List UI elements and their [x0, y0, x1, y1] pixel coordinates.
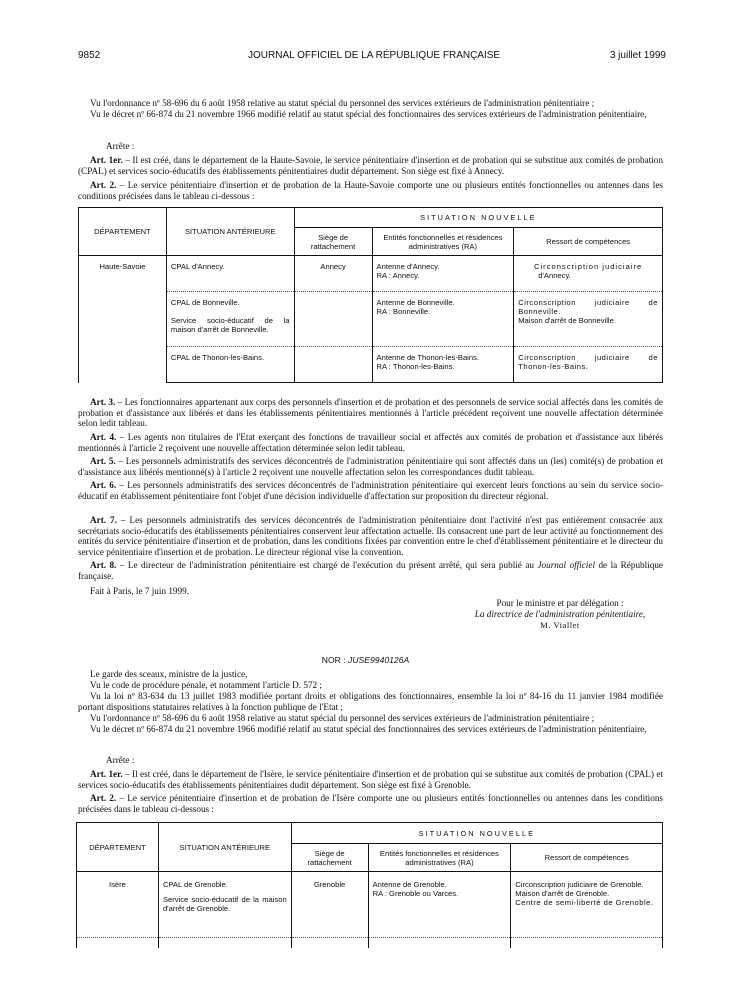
decree2-article-1: [78, 769, 663, 790]
article-2: [78, 180, 663, 201]
visa-ordonnance: Vu l'ordonnance nº 58-696 du 6 août 1958 relative au statut spécial du personnel des services extérieurs de l'administration pénitentiaire ;: [90, 98, 595, 108]
ra-line: RA : Grenoble ou Varces.: [372, 889, 459, 898]
ressort-line: Circonscription judiciaire de Bonneville.: [518, 298, 658, 316]
ra-line: RA : Thonon-les-Bains.: [376, 362, 455, 371]
article-8-text-end: de la République française.: [78, 560, 663, 581]
article-7-label: Art. 7.: [90, 515, 117, 525]
table-row: [79, 292, 663, 347]
ressort-line: Centre de semi-liberté de Grenoble.: [515, 898, 654, 907]
anterieure-line: Service socio-éducatif de la maison d'arrêt de Grenoble.: [162, 895, 287, 913]
article-2-label: Art. 2.: [90, 180, 117, 190]
decree2-visa-3: Vu l'ordonnance nº 58-696 du 6 août 1958 relative au statut spécial du personnel des services extérieurs de l'administration pénitentiaire ;: [90, 713, 595, 723]
signature-name: M. Viallet: [540, 620, 580, 630]
ressort-line: Circonscription judiciaire de Thonon-les-Bains.: [518, 353, 658, 371]
journal-title: JOURNAL OFFICIEL DE LA RÉPUBLIQUE FRANÇAISE: [248, 50, 501, 61]
col-situation-anterieure: SITUATION ANTÉRIEURE: [166, 208, 294, 256]
departement-cell: Isère: [77, 872, 159, 938]
anterieure-line: CPAL d'Annecy.: [170, 262, 225, 271]
nor-label: NOR :: [321, 655, 349, 665]
article-5-label: Art. 5.: [90, 456, 116, 466]
decree2-article-1-label: Art. 1er.: [90, 769, 123, 779]
journal-officiel-ref: Journal officiel: [537, 560, 595, 570]
article-8-text: – Le directeur de l'administration pénitentiaire est chargé de l'exécution du présent arrêté, qui sera publié au: [116, 560, 538, 570]
article-8-label: Art. 8.: [90, 560, 117, 570]
article-5-text: – Les personnels administratifs des services déconcentrés de l'administration pénitentiaire qui sont affectés dans un (les) comité(s) de probation et d'assistance aux libérés mentionné(s) à l'article 2 reçoivent une nouvelle affectation selon les correspondances dudit tableau.: [78, 456, 664, 477]
departement-cell: Haute-Savoie: [79, 256, 167, 383]
affectation-table-isere: [76, 822, 663, 948]
article-7-text: – Les personnels administratifs des services déconcentrés de l'administration pénitentiaire dont l'activité n'est pas entièrement consacrée aux secrétariats socio-éducatifs des établissements pénitentiaires conservent leur affectation actuelle. Ils consacrent une part de leur activité au fonctionnement des entités du service pénitentiaire d'insertion et de probation, dans les conditions fixées par convention entre le chef d'établissement pénitentiaire et le directeur du service pénitentiaire d'insertion et de probation. Le directeur régional vise la convention.: [78, 515, 663, 557]
article-5: [78, 456, 663, 477]
nor-code: JUSE9940126A: [348, 655, 410, 665]
decree2-article-1-text: – Il est créé, dans le département de l'Isère, le service pénitentiaire d'insertion et de probation qui se substitue aux comités de probation (CPAL) et services socio-éducatifs des établissements pénitentiaires dudit département. Son siège est fixé à Grenoble.: [78, 769, 663, 790]
siege-cell: [294, 347, 372, 383]
table-row: [77, 938, 663, 948]
decree2-visa-2: Vu la loi nº 83-634 du 13 juillet 1983 modifiée portant droits et obligations des fonctionnaires, ensemble la loi nº 84-16 du 11 janvier 1984 modifiée portant dispositions statutaires relatives à la fonction publique de l'Etat ;: [78, 691, 663, 712]
col-departement: DÉPARTEMENT: [77, 823, 159, 872]
decree2-article-2-label: Art. 2.: [90, 793, 117, 803]
article-6-text: – Les personnels administratifs des services déconcentrés de l'administration pénitentiaire qui exercent leurs fonctions au sein du service socio-éducatif en établissement pénitentiaire font l'objet d'une décision individuelle d'affectation sur proposition du directeur régional.: [78, 480, 663, 501]
fait-a-paris: Fait à Paris, le 7 juin 1999.: [90, 586, 190, 596]
article-1-label: Art. 1er.: [90, 155, 123, 165]
anterieure-line: Service socio-éducatif de la maison d'arrêt de Bonneville.: [170, 316, 290, 334]
col-situation-nouvelle: SITUATION NOUVELLE: [291, 823, 662, 844]
decree2-intro: Le garde des sceaux, ministre de la justice,: [90, 669, 248, 679]
col-entites: Entités fonctionnelles et résidences administratives (RA): [368, 844, 511, 872]
siege-cell: Annecy: [294, 256, 372, 292]
col-ressort: Ressort de compétences: [511, 844, 663, 872]
article-6-label: Art. 6.: [90, 480, 117, 490]
col-entites: Entités fonctionnelles et résidences administratives (RA): [372, 228, 514, 256]
table-row: [79, 256, 663, 292]
article-3: [78, 397, 663, 429]
article-1: [78, 155, 663, 176]
article-7: [78, 515, 663, 557]
col-siege: Siège de rattachement: [294, 228, 372, 256]
col-ressort: Ressort de compétences: [514, 228, 663, 256]
issue-date: 3 juillet 1999: [609, 50, 666, 61]
table-row: [79, 347, 663, 383]
entite-line: Antenne de Thonon-les-Bains.: [376, 353, 479, 362]
col-situation-anterieure: SITUATION ANTÉRIEURE: [158, 823, 291, 872]
article-8: [78, 560, 663, 581]
nor-reference: [0, 655, 731, 665]
ressort-line: Maison d'arrêt de Bonneville.: [518, 316, 616, 325]
visa-decret: Vu le décret nº 66-874 du 21 novembre 1966 modifié relatif au statut spécial des fonctionnaires des services extérieurs de l'administration pénitentiaire,: [90, 109, 647, 119]
entite-line: Antenne de Grenoble.: [372, 880, 447, 889]
article-4: [78, 432, 663, 453]
anterieure-line: CPAL de Bonneville.: [170, 298, 240, 307]
page-number: 9852: [78, 50, 101, 61]
signature-line-1: Pour le ministre et par délégation :: [496, 598, 624, 608]
article-6: [78, 480, 663, 501]
siege-cell: [294, 292, 372, 347]
entite-line: Antenne de Bonneville.: [376, 298, 455, 307]
article-4-text: – Les agents non titulaires de l'Etat exerçant des fonctions de travailleur social et affectés aux comités de probation et d'assistance aux libérés mentionnés à l'article 2 reçoivent une nouvelle affectation déterminée selon ledit tableau.: [78, 432, 663, 453]
signature-block: [440, 598, 680, 631]
affectation-table-haute-savoie: [78, 207, 663, 383]
anterieure-line: CPAL de Thonon-les-Bains.: [170, 353, 265, 362]
arrete-label: Arrête :: [106, 141, 135, 151]
page-header: [78, 50, 666, 64]
col-situation-nouvelle: SITUATION NOUVELLE: [294, 208, 662, 228]
article-1-text: – Il est créé, dans le département de la Haute-Savoie, le service pénitentiaire d'insertion et de probation qui se substitue aux comités de probation (CPAL) et services socio-éducatifs des établissements pénitentiaires dudit département. Son siège est fixé à Annecy.: [78, 155, 663, 176]
col-siege: Siège de rattachement: [291, 844, 368, 872]
ressort-line: Circonscription judiciaire: [533, 262, 643, 271]
article-4-label: Art. 4.: [90, 432, 117, 442]
ra-line: RA : Annecy.: [376, 271, 420, 280]
decree2-visa-4: Vu le décret nº 66-874 du 21 novembre 1966 modifié relatif au statut spécial des fonctionnaires des services extérieurs de l'administration pénitentiaire,: [90, 724, 647, 734]
ressort-line: d'Annecy.: [538, 271, 571, 280]
decree2-article-2-text: – Le service pénitentiaire d'insertion et de probation de l'Isère comporte une ou plusieurs entités fonctionnelles ou antennes dans les conditions précisées dans le tableau ci-dessous :: [78, 793, 663, 814]
article-2-text: – Le service pénitentiaire d'insertion et de probation de la Haute-Savoie comporte une ou plusieurs entités fonctionnelles ou antennes dans les conditions précisées dans le tableau ci-dessous :: [78, 180, 663, 201]
signature-line-2: La directrice de l'administration pénitentiaire,: [474, 609, 646, 619]
entite-line: Antenne d'Annecy.: [376, 262, 440, 271]
ressort-line: Circonscription judiciaire de Grenoble.: [515, 880, 644, 889]
decree2-article-2: [78, 793, 663, 814]
article-3-text: – Les fonctionnaires appartenant aux corps des personnels d'insertion et de probation et des personnels de service social affectés dans les comités de probation et d'assistance aux libérés et dans les établissements pénitentiaires mentionnés à l'article précédent reçoivent une nouvelle affectation déterminée selon ledit tableau.: [78, 397, 664, 429]
decree2-visa-1: Vu le code de procédure pénale, et notamment l'article D. 572 ;: [90, 680, 322, 690]
table-row: [77, 872, 663, 938]
article-3-label: Art. 3.: [90, 397, 116, 407]
decree2-arrete: Arrête :: [106, 755, 135, 765]
siege-cell: Grenoble: [291, 872, 368, 938]
ra-line: RA : Bonneville.: [376, 307, 431, 316]
anterieure-line: CPAL de Grenoble.: [162, 880, 228, 889]
ressort-line: Maison d'arrêt de Grenoble.: [515, 889, 610, 898]
col-departement: DÉPARTEMENT: [79, 208, 167, 256]
